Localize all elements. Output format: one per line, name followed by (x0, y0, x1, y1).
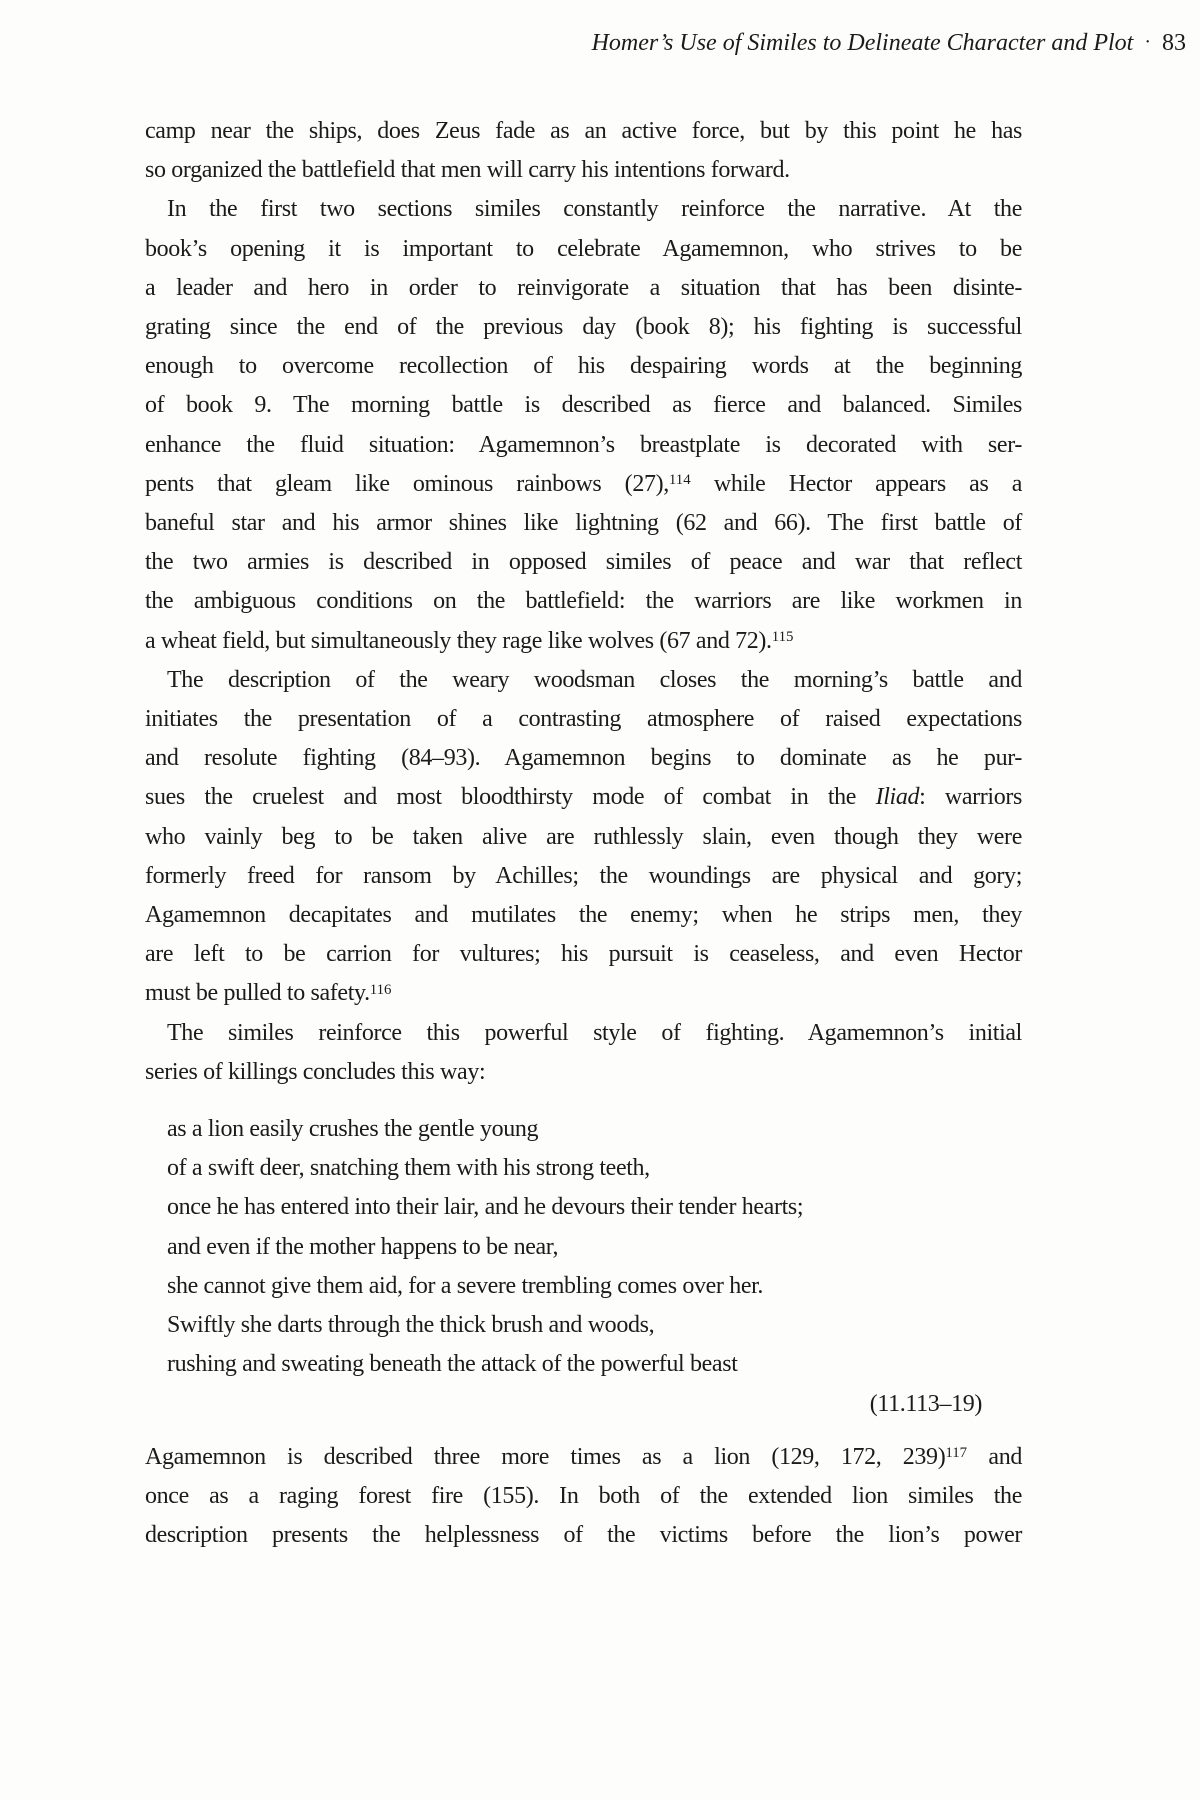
text-line: the two armies is described in opposed similes of peace and war that reflect (145, 549, 1022, 576)
text-line: so organized the battlefield that men will carry his intentions forward. (145, 157, 790, 184)
running-title: Homer’s Use of Similes to Delineate Character and Plot (591, 30, 1134, 56)
text-line: baneful star and his armor shines like lightning (62 and 66). The first battle of (145, 510, 1022, 537)
text-line: a wheat field, but simultaneously they rage like wolves (67 and 72).$^{115}$ (145, 627, 794, 654)
paragraph (145, 1014, 1022, 1092)
paragraph (145, 661, 1022, 1014)
paragraph (145, 112, 1022, 190)
text-line: camp near the ships, does Zeus fade as an active force, but by this point he has (145, 118, 1022, 144)
text-line: who vainly beg to be taken alive are ruthlessly slain, even though they were (145, 823, 1022, 850)
verse-line: and even if the mother happens to be near, (167, 1233, 559, 1260)
block-quote-verse (145, 1110, 1022, 1424)
text-line: enhance the fluid situation: Agamemnon’s breastplate is decorated with ser- (145, 431, 1022, 458)
text-line: the ambiguous conditions on the battlefield: the warriors are like workmen in (145, 588, 1022, 615)
text-line: formerly freed for ransom by Achilles; the woundings are physical and gory; (145, 862, 1022, 889)
verse-line: she cannot give them aid, for a severe trembling comes over her. (167, 1272, 764, 1299)
text-line: are left to be carrion for vultures; his pursuit is ceaseless, and even Hector (145, 941, 1022, 968)
text-line: and resolute fighting (84–93). Agamemnon begins to dominate as he pur- (145, 745, 1022, 772)
verse-line: as a lion easily crushes the gentle young (167, 1116, 539, 1143)
text-line: Agamemnon is described three more times as a lion (129, 172, 239)$^{117}$ and (145, 1443, 1022, 1470)
verse-line: once he has entered into their lair, and he devours their tender hearts; (167, 1194, 804, 1221)
page-number: 83 (1162, 30, 1186, 56)
text-line: once as a raging forest fire (155). In both of the extended lion similes the (145, 1482, 1022, 1509)
text-line: series of killings concludes this way: (145, 1058, 486, 1085)
page-body (145, 112, 1022, 1555)
text-line: pents that gleam like ominous rainbows (27),$^{114}$ while Hector appears as a (145, 470, 1022, 497)
paragraph (145, 190, 1022, 660)
page-footer (0, 23, 1200, 63)
text-line: a leader and hero in order to reinvigorate a situation that has been disinte- (145, 274, 1022, 301)
verse-line: rushing and sweating beneath the attack of the powerful beast (167, 1351, 738, 1378)
text-line: In the first two sections similes constantly reinforce the narrative. At the (167, 196, 1022, 223)
text-line: The similes reinforce this powerful style of fighting. Agamemnon’s initial (167, 1019, 1022, 1046)
text-line: sues the cruelest and most bloodthirsty mode of combat in the Iliad: warriors (145, 784, 1022, 811)
footer-separator: · (1144, 31, 1151, 53)
verse-line: of a swift deer, snatching them with his strong teeth, (167, 1155, 650, 1182)
text-line: book’s opening it is important to celebrate Agamemnon, who strives to be (145, 235, 1022, 262)
text-line: of book 9. The morning battle is described as fierce and balanced. Similes (145, 392, 1022, 419)
text-line: Agamemnon decapitates and mutilates the enemy; when he strips men, they (145, 902, 1022, 929)
text-line: enough to overcome recollection of his despairing words at the beginning (145, 353, 1022, 380)
verse-line: Swiftly she darts through the thick brush and woods, (167, 1312, 655, 1339)
paragraph (145, 1438, 1022, 1556)
text-line: must be pulled to safety.$^{116}$ (145, 980, 392, 1007)
text-line: The description of the weary woodsman closes the morning’s battle and (167, 666, 1022, 693)
verse-citation: (11.113–19) (869, 1390, 982, 1417)
text-line: description presents the helplessness of the victims before the lion’s power (145, 1522, 1022, 1549)
text-line: initiates the presentation of a contrasting atmosphere of raised expectations (145, 706, 1022, 733)
text-line: grating since the end of the previous day (book 8); his fighting is successful (145, 314, 1022, 341)
